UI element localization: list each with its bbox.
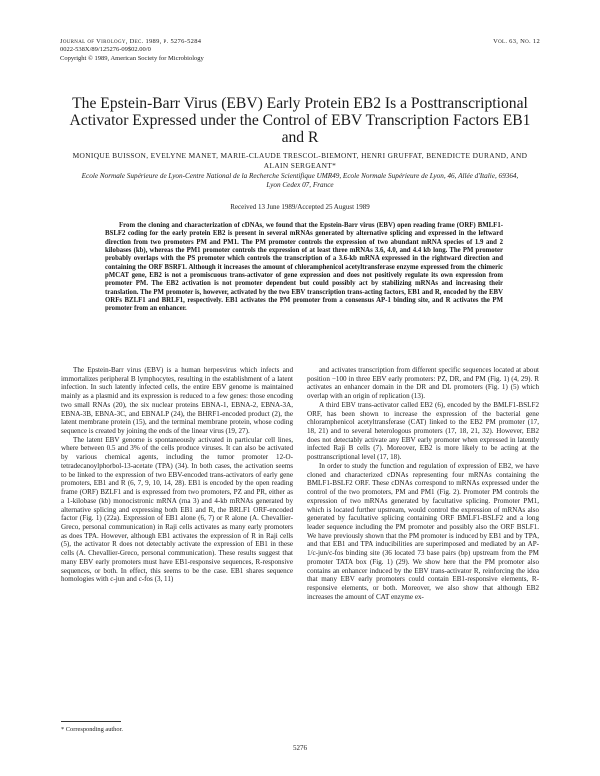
article-title: The Epstein-Barr Virus (EBV) Early Protein EB2 Is a Posttranscriptional Activator Expressed under the Control of EBV Transcription Factors EB1 and R (69, 95, 531, 147)
journal-header (60, 38, 540, 63)
body-column-left (61, 366, 293, 584)
author-affiliation: Ecole Normale Supérieure de Lyon-Centre National de la Recherche Scientifique UMR49, Ecole Normale Supérieure de Lyon, 46, Allée d'Italie, 69364, Lyon Cedex 07, France (81, 172, 519, 190)
received-dates: Received 13 June 1989/Accepted 25 August 1989 (230, 203, 370, 211)
page-number: 5276 (293, 744, 307, 752)
journal-citation: Journal of Virology, Dec. 1989, p. 5276-5284 (60, 38, 202, 45)
body-paragraph: In order to study the function and regulation of expression of EB2, we have cloned and characterized cDNAs representing four mRNAs containing the BMLF1-BSLF2 ORF. These cDNAs correspond to mRNAs expressed under the control of the two promoters, PM and PM1 (Fig. 2). Promoter PM controls the expression of two mRNAs generated by facultative splicing. Promoter PM1, which is located further upstream, would control the expression of mRNAs also generated by facultative splicing containing ORF BMLF1-BSLF2 and a long leader sequence including the PM promoter and possibly also the ORF BSLF1. We have previously shown that the PM promoter is induced by EB1 and by TPA, and that EB1 and TPA inducibilities are superimposed and mediated by an AP-1/c-jun/c-fos binding site (36 located 73 base pairs (bp) upstream from the PM promoter TATA box (Fig. 1) (29). We show here that the PM promoter also contains an enhancer induced by the EBV trans-activator R, reinforcing the idea that many EBV early promoters could contain EB1-responsive elements, R-responsive elements, or both. Moreover, we also show that although EB2 increases the amount of CAT enzyme ex- (307, 461, 539, 601)
body-column-right (307, 366, 539, 601)
body-paragraph: and activates transcription from different specific sequences located at about position −100 in three EBV early promoters: PZ, DR, and PM (Fig. 1) (4, 29). R activates an enhancer domain in the DR and DL promoters (Fig. 1) (5) which overlap with an origin of replication (13). (307, 366, 539, 401)
body-paragraph: The Epstein-Barr virus (EBV) is a human herpesvirus which infects and immortalizes peripheral B lymphocytes, resulting in the establishment of a latent infection. In such latently infected cells, the entire EBV genome is maintained mainly as a plasmid and its expression is reduced to a few genes: those encoding two small RNAs (20), the six nuclear proteins EBNA-1, EBNA-2, EBNA-3A, EBNA-3B, EBNA-3C, and EBNALP (24), the BHRF1-encoded product (2), the latent membrane protein (15), and the terminal membrane protein, whose coding sequence is created by joining the ends of the linear virus (19, 27). (61, 366, 293, 436)
journal-volume: Vol. 63, No. 12 (493, 38, 540, 45)
body-paragraph: The latent EBV genome is spontaneously activated in particular cell lines, where between 0.5 and 3% of the cells produce viruses. It can also be activated by various chemical agents, including the tumor promoter 12-O-tetradecanoylphorbol-13-acetate (TPA) (34). In both cases, the activation seems to be linked to the expression of two EBV-encoded trans-activators of early gene promoters, EB1 and R (6, 7, 9, 10, 14, 28). EB1 is encoded by the open reading frame (ORF) BZLF1 and is expressed from two promoters, PZ and PR, either as a 1-kilobase (kb) monocistronic mRNA (rna 3) and 4-kb mRNAs generated by alternative splicing and expressing both EB1 and R, the BRLF1 ORF-encoded factor (Fig. 1) (22a). Expression of EB1 alone (6, 7) or R alone (A. Chevallier-Greco, personal communication) in Raji cells activates as many early promoters as does TPA. However, although EB1 activates the expression of R in Raji cells (5), the activator R does not detectably activate the expression of EB1 in these cells (A. Chevallier-Greco, personal communication). These results suggest that many EBV early promoters must have EB1-responsive sequences, R-responsive sequences, or both. In effect, this seems to be the case. EB1 shares sequence homologies with c-jun and c-fos (3, 11) (61, 435, 293, 584)
footnote-divider (61, 721, 121, 722)
author-list: MONIQUE BUISSON, EVELYNE MANET, MARIE-CLAUDE TRESCOL-BIEMONT, HENRI GRUFFAT, BENEDICTE DURAND, AND ALAIN SERGEANT* (72, 151, 528, 170)
footnote: * Corresponding author. (61, 726, 123, 733)
abstract: From the cloning and characterization of cDNAs, we found that the Epstein-Barr virus (EBV) open reading frame (ORF) BMLF1-BSLF2 coding for the early protein EB2 is present in several mRNAs generated by alternative splicing and expressed in the leftward direction from two promoters PM and PM1. The PM promoter controls the expression of two abundant mRNA species of 1.9 and 2 kilobases (kb), whereas the PM1 promoter controls the expression of at least three mRNAs 3.6, 4.0, and 4.4 kb long. The PM promoter probably overlaps with the PS promoter which controls the transcription of a 3.6-kb mRNA expressed in the rightward direction and containing the ORF BSRF1. Although it increases the amount of chloramphenicol acetyltransferase enzyme expressed from the chimeric pMCAT gene, EB2 is not a promiscuous trans-activator of gene expression and does not positively regulate its own expression from promoter PM. The EB2 activation is not promoter dependent but could possibly act by stabilizing mRNAs and increasing their translation. The PM promoter is, however, activated by the two EBV transcription trans-acting factors, EB1 and R, encoded by the EBV ORFs BZLF1 and BRLF1, respectively. EB1 activates the PM promoter from a consensus AP-1 binding site, and R activates the PM promoter from an enhancer. (105, 222, 503, 313)
body-paragraph: A third EBV trans-activator called EB2 (6), encoded by the BMLF1-BSLF2 ORF, has been shown to increase the expression of the bacterial gene chloramphenicol acetyltransferase (CAT) linked to the EB2 PM promoter (17, 18, 21) and to several heterologous promoters (17, 18, 21, 32). However, EB2 does not detectably activate any EBV early promoter when expressed in latently infected Raji B cells (7). Moreover, EB2 is more likely to be acting at the posttranscriptional level (17, 18). (307, 400, 539, 462)
journal-copyright: Copyright © 1989, American Society for Microbiology (60, 54, 204, 62)
journal-issn: 0022-538X/89/125276-09$02.00/0 (60, 46, 151, 54)
